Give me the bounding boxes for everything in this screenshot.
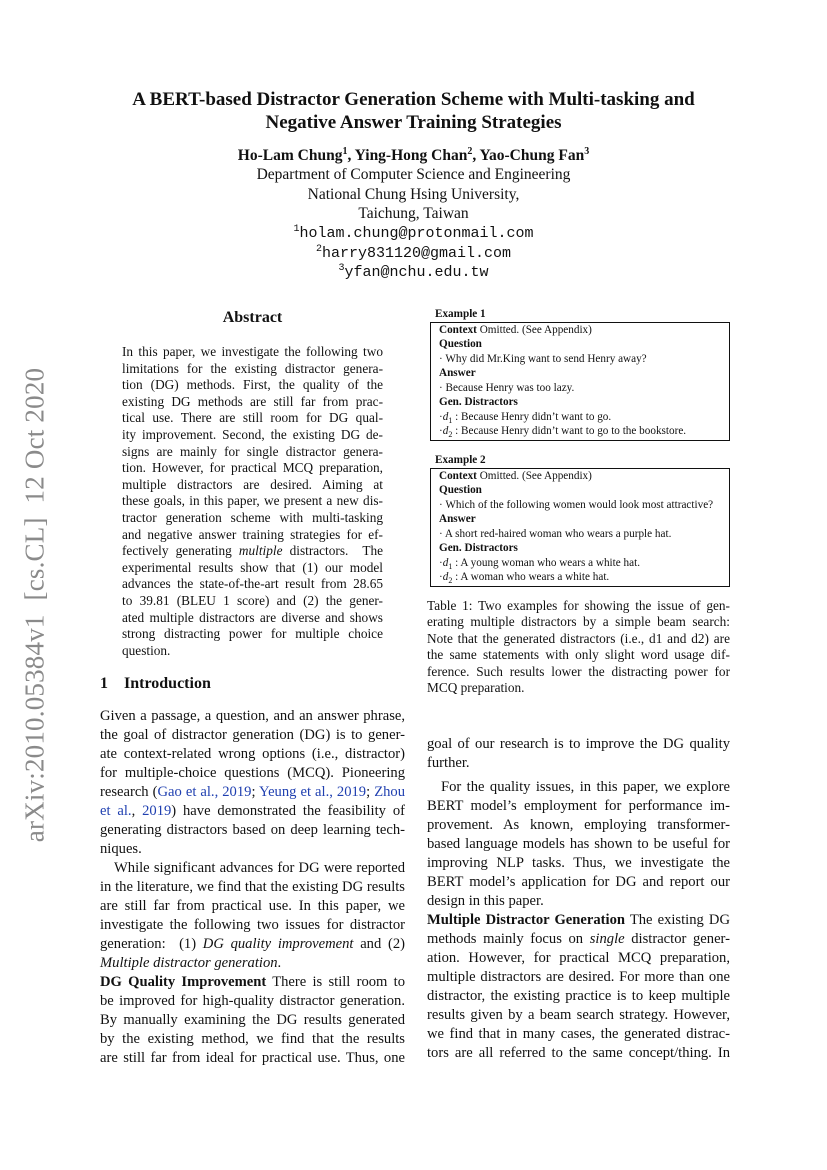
text-segment: DG quality improvement <box>202 936 354 952</box>
text-line <box>100 840 405 859</box>
text-segment: The existing DG <box>624 912 730 928</box>
text-line: ation. However, for practical MCQ preparation, <box>427 950 730 966</box>
author-list: Ho-Lam Chung$^1$, Ying-Hong Chan$^2$, Yao-Chung Fan$^3$ <box>237 145 590 164</box>
distractor-sub: 2 <box>448 576 453 585</box>
affiliation-line: National Chung Hsing University, <box>307 185 520 203</box>
text-segment: ; <box>251 784 259 800</box>
text-line: and negative answer training strategies for ef- <box>122 526 383 542</box>
text-segment: There is still room to <box>266 974 405 990</box>
text-segment: distractor gener- <box>624 931 730 947</box>
text-line <box>427 778 730 797</box>
title-line: Negative Answer Training Strategies <box>265 112 562 133</box>
table1-caption <box>427 598 730 696</box>
text-line: BERT model’s application for DG and report our <box>427 874 730 890</box>
citation-link[interactable]: Zhou <box>374 784 405 800</box>
distractor-sub: 1 <box>448 561 453 571</box>
text-line <box>100 859 405 878</box>
text-line: improving NLP tasks. Thus, we investigate the <box>427 855 730 871</box>
text-line: multiple distractors are desired. Aiming at <box>122 476 383 492</box>
abstract-heading: Abstract <box>222 309 283 326</box>
text-line: distractor, the existing practice is to keep multiple <box>427 988 730 1004</box>
email-sup: 1 <box>293 224 300 235</box>
text-line: ate context-related wrong options (i.e., distractor) <box>100 746 405 762</box>
text-line: these goals, in this paper, we present a new dis- <box>122 493 383 509</box>
text-line: erating multiple distractors by a simple beam search: <box>427 614 730 630</box>
text-line <box>122 543 383 560</box>
affiliation <box>60 165 767 224</box>
text-line: Table 1: Two examples for showing the issue of gen- <box>427 598 730 613</box>
text-line: the same statements with only slight word usage dif- <box>427 647 730 663</box>
email-text: harry831120@gmail.com <box>321 244 512 262</box>
text-segment: fectively generating <box>122 543 239 559</box>
text-line: question. <box>122 642 171 658</box>
text-segment: niques. <box>100 841 142 857</box>
citation-link[interactable]: et al. <box>100 803 132 819</box>
author-name: Yao-Chung Fan <box>479 147 585 164</box>
context-text: Omitted. (See Appendix) <box>476 469 592 482</box>
email-text: holam.chung@protonmail.com <box>299 225 534 242</box>
text-segment: , <box>131 803 143 819</box>
text-line: By manually examining the DG results generated <box>100 1012 405 1028</box>
text-segment: design in this paper. <box>427 893 544 909</box>
distractors-label: Gen. Distractors <box>439 542 518 554</box>
text-line: we find that in many cases, the generated distrac- <box>427 1026 730 1042</box>
title-line: A BERT-based Distractor Generation Scheme with Multi-tasking and <box>132 89 695 110</box>
text-segment: further. <box>427 755 470 771</box>
email-sup: 3 <box>338 263 345 274</box>
question-text: · Why did Mr.King want to send Henry away? <box>439 352 647 365</box>
text-line <box>100 802 405 821</box>
text-segment: Multiple distractor generation <box>100 955 278 971</box>
example-box <box>430 322 730 441</box>
text-line: by the existing method, we find that the results <box>100 1031 405 1047</box>
email-sup: 2 <box>315 243 322 255</box>
text-segment: methods mainly focus on <box>427 931 590 947</box>
answer-label: Answer <box>439 513 476 525</box>
text-line: ated multiple distractors are diverse and shows <box>122 609 383 625</box>
text-line: signs are mainly for single distractor genera- <box>122 443 383 459</box>
text-line: tors are all referred to the same concept/thing. In <box>427 1045 730 1061</box>
email <box>60 224 767 244</box>
distractor-row: $\cdot d_2$ : Because Henry didn’t want to go to the bookstore. <box>439 425 687 439</box>
text-segment: DG Quality Improvement <box>100 974 267 990</box>
text-line: BERT model’s employment for performance im- <box>427 798 730 814</box>
text-line: strong distracting power for multiple choice <box>122 626 383 642</box>
distractors-label: Gen. Distractors <box>439 396 518 408</box>
email <box>60 263 767 283</box>
text-line: In this paper, we investigate the following two <box>122 344 383 359</box>
text-segment: generation: (1) <box>100 936 203 952</box>
distractor-text: : A woman who wears a white hat. <box>452 571 610 583</box>
email-text: yfan@nchu.edu.tw <box>344 264 489 281</box>
text-line: tractor generation scheme with multi-tasking <box>122 509 383 525</box>
answer-text: · Because Henry was too lazy. <box>439 381 575 394</box>
text-segment: ; <box>366 784 375 800</box>
abstract-body <box>122 344 383 659</box>
distractor-sub: 1 <box>448 415 453 425</box>
text-line: tion. However, for practical MCQ preparation, <box>122 460 383 476</box>
text-line <box>100 973 405 992</box>
right-column-text-a <box>427 735 730 773</box>
text-line <box>100 783 405 802</box>
text-line <box>427 911 730 930</box>
text-line <box>427 892 730 911</box>
text-segment: single <box>589 931 625 947</box>
text-segment: multiple <box>238 543 283 559</box>
text-line: generating distractors based on deep learning tech- <box>100 822 405 838</box>
distractor-var: d <box>442 425 449 437</box>
text-line: in the literature, we find that the existing DG results <box>100 879 405 895</box>
affiliation-line: Department of Computer Science and Engineering <box>256 166 571 183</box>
context-row <box>439 323 723 338</box>
text-line <box>427 930 730 949</box>
text-segment: distractors. The <box>282 543 384 559</box>
text-segment: ) have demonstrated the feasibility of <box>171 803 405 819</box>
arxiv-identifier-stamp: arXiv:2010.05384v1 [cs.CL] 12 Oct 2020 <box>19 367 50 843</box>
text-line <box>100 935 405 954</box>
email <box>60 244 767 264</box>
text-segment: and (2) <box>353 936 405 952</box>
text-line: existing DG methods are still far from prac- <box>122 393 383 409</box>
section-heading-introduction: 1 Introduction <box>100 675 211 692</box>
affiliation-line: Taichung, Taiwan <box>358 205 469 222</box>
citation-link[interactable]: 2019 <box>142 803 172 819</box>
answer-label: Answer <box>439 367 476 379</box>
text-line: MCQ preparation. <box>427 680 525 696</box>
text-line: are still far from practical use. In this paper, we <box>100 898 405 914</box>
distractor-row: $\cdot d_1$ : Because Henry didn’t want to go. <box>439 410 612 425</box>
text-line: provement. As known, employing transformer- <box>427 817 730 833</box>
text-line: are still far from ideal for practical use. Thus, one <box>100 1050 405 1066</box>
text-line: advances the state-of-the-art result from 28.65 <box>122 576 383 592</box>
example-box <box>430 468 730 587</box>
text-line: experimental results show that (1) our model <box>122 559 383 575</box>
question-label: Question <box>439 338 482 350</box>
text-segment: For the quality issues, in this paper, we explore <box>441 779 730 795</box>
example-label: Example 2 <box>435 454 486 466</box>
question-text: · Which of the following women would look most attractive? <box>439 498 714 511</box>
text-line: limitations for the existing distractor genera- <box>122 360 383 376</box>
text-segment: While significant advances for DG were reported <box>114 860 405 876</box>
author-name: Ying-Hong Chan <box>354 147 468 164</box>
email-list <box>60 224 767 283</box>
citation-link[interactable]: Yeung et al., 2019 <box>259 784 367 800</box>
right-column-text-b <box>427 778 730 1063</box>
text-line <box>427 754 730 773</box>
text-line: for multiple-choice questions (MCQ). Pioneering <box>100 765 405 781</box>
author-sup: 1 <box>342 145 348 157</box>
text-segment: . <box>277 955 282 971</box>
table1-example-2 <box>427 453 730 587</box>
text-line: the goal of distractor generation (DG) is to gener- <box>100 727 405 743</box>
citation-link[interactable]: Gao et al., 2019 <box>157 784 252 800</box>
introduction-body <box>100 707 405 1068</box>
context-label: Context <box>439 323 477 336</box>
text-line: investigate the following two issues for distractor <box>100 917 405 933</box>
text-line: tion (DG) methods. First, the quality of the <box>122 377 383 393</box>
question-label: Question <box>439 484 482 496</box>
distractor-row: $\cdot d_1$ : A young woman who wears a white hat. <box>439 556 640 571</box>
text-line: to 39.81 (BLEU 1 score) and (2) the gener- <box>122 592 383 608</box>
text-line: results given by a beam search strategy. However, <box>427 1007 730 1023</box>
author-sup: 3 <box>584 145 590 157</box>
context-label: Context <box>439 469 477 482</box>
example-label: Example 1 <box>435 308 486 320</box>
text-line: multiple distractors are desired. For more than one <box>427 969 730 985</box>
text-line: goal of our research is to improve the DG quality <box>427 736 730 752</box>
distractor-text: : Because Henry didn’t want to go to the bookstore. <box>452 425 687 437</box>
distractor-var: d <box>442 556 449 569</box>
distractor-row: $\cdot d_2$ : A woman who wears a white hat. <box>439 571 610 585</box>
distractor-var: d <box>442 410 449 423</box>
text-line: be improved for high-quality distractor generation. <box>100 993 405 1009</box>
text-line: Given a passage, a question, and an answer phrase, <box>100 708 405 724</box>
text-line <box>100 954 405 973</box>
distractor-text: : A young woman who wears a white hat. <box>452 556 640 569</box>
text-line: tical use. There are still room for DG qual- <box>122 410 383 426</box>
text-line: Note that the generated distractors (i.e., d1 and d2) are <box>427 630 730 646</box>
distractor-sub: 2 <box>448 430 453 439</box>
author-name: Ho-Lam Chung <box>237 147 343 164</box>
paper-title <box>60 88 767 134</box>
text-segment: Multiple Distractor Generation <box>427 912 625 928</box>
author-sup: 2 <box>467 145 473 157</box>
text-line: ity improvement. Second, the existing DG de- <box>122 426 383 442</box>
text-line: ference. Such results lower the distracting power for <box>427 663 730 679</box>
distractor-text: : Because Henry didn’t want to go. <box>452 410 612 423</box>
answer-text: · A short red-haired woman who wears a purple hat. <box>439 527 672 540</box>
distractor-var: d <box>442 571 449 583</box>
table1-example-1 <box>427 307 730 441</box>
text-line: based language models has shown to be useful for <box>427 836 730 852</box>
text-segment: research ( <box>100 784 158 800</box>
context-row <box>439 469 723 484</box>
context-text: Omitted. (See Appendix) <box>476 323 592 336</box>
